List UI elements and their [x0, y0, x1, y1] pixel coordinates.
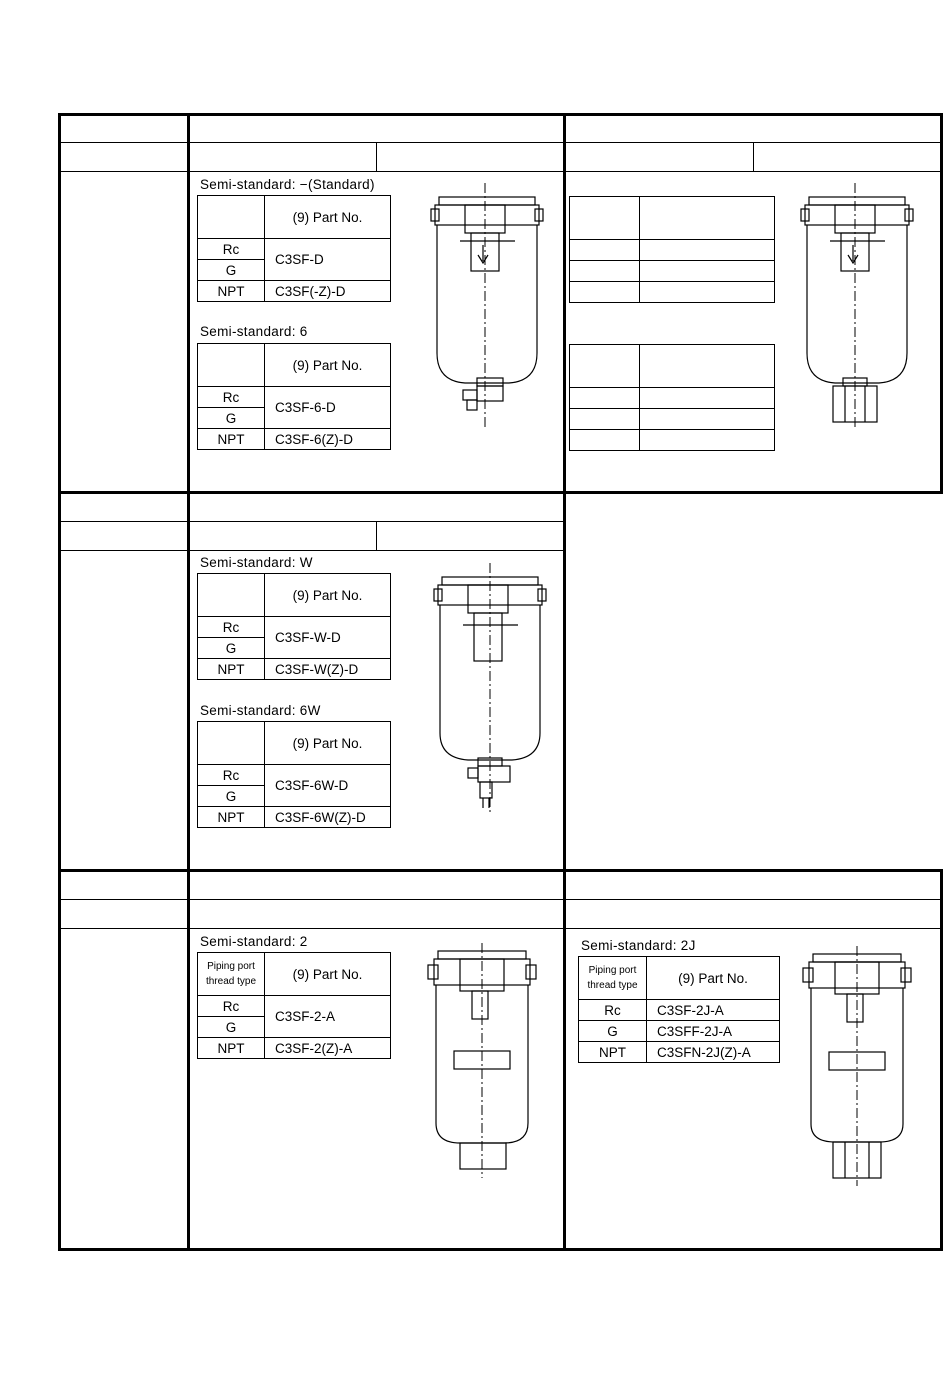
part-cell: C3SF-2J-A [647, 1000, 780, 1021]
thread-cell: Rc [198, 387, 265, 408]
thread-cell: Rc [198, 996, 265, 1017]
s2-part-table-w [197, 573, 391, 680]
frame-top [58, 113, 943, 116]
thread-cell: G [198, 408, 265, 429]
s2-row-line-1 [58, 521, 564, 522]
thread-cell: Rc [579, 1000, 647, 1021]
part-cell: C3SF-6W-D [265, 765, 391, 807]
s3-row-line-2 [58, 928, 942, 929]
thread-cell: G [198, 638, 265, 659]
s2-caption-w: Semi-standard: W [200, 555, 313, 570]
frame-right-bottom [940, 869, 943, 1251]
header-part-cell: (9) Part No. [265, 574, 391, 617]
s1-blank-table-1 [569, 196, 775, 303]
header-part-cell: (9) Part No. [265, 344, 391, 387]
thread-cell: Rc [198, 765, 265, 786]
s1-blank-table-2 [569, 344, 775, 451]
part-cell: C3SFF-2J-A [647, 1021, 780, 1042]
s1-bottom [58, 491, 943, 494]
thread-cell: NPT [198, 1038, 265, 1059]
s2-subcol [376, 521, 377, 551]
part-cell: C3SF-6(Z)-D [265, 429, 391, 450]
thread-cell: NPT [198, 807, 265, 828]
label-column-divider [187, 113, 190, 1251]
header-part-cell: (9) Part No. [647, 957, 780, 1000]
s3-part-table-2 [197, 952, 391, 1059]
part-cell: C3SF-6W(Z)-D [265, 807, 391, 828]
s1-subcol-right [753, 142, 754, 172]
s1-caption-standard: Semi-standard: −(Standard) [200, 177, 375, 192]
part-cell: C3SF(-Z)-D [265, 281, 391, 302]
header-thread-cell [198, 574, 265, 617]
s1-part-table-6 [197, 343, 391, 450]
thread-cell: Rc [198, 617, 265, 638]
s1-subcol-left [376, 142, 377, 172]
header-thread-cell [198, 344, 265, 387]
s3-part-table-2j [578, 956, 780, 1063]
s3-row-line-1 [58, 899, 942, 900]
header-part-cell: (9) Part No. [265, 722, 391, 765]
thread-cell: G [579, 1021, 647, 1042]
filter-bowl-drawing [795, 946, 920, 1191]
header-thread-cell [198, 196, 265, 239]
thread-cell: NPT [198, 281, 265, 302]
thread-cell: NPT [579, 1042, 647, 1063]
filter-bowl-drawing [425, 183, 550, 428]
thread-cell: G [198, 260, 265, 281]
part-cell: C3SF-6-D [265, 387, 391, 429]
thread-cell: NPT [198, 659, 265, 680]
header-thread-cell [198, 722, 265, 765]
s1-caption-6: Semi-standard: 6 [200, 324, 308, 339]
header-thread-cell: Piping port thread type [198, 953, 265, 996]
s2-part-table-6w [197, 721, 391, 828]
filter-bowl-drawing [795, 183, 920, 428]
frame-left [58, 113, 61, 1251]
part-cell: C3SF-D [265, 239, 391, 281]
part-cell: C3SFN-2J(Z)-A [647, 1042, 780, 1063]
header-part-cell: (9) Part No. [265, 196, 391, 239]
thread-cell: G [198, 786, 265, 807]
header-thread-cell: Piping port thread type [579, 957, 647, 1000]
part-cell: C3SF-2-A [265, 996, 391, 1038]
thread-cell: Rc [198, 239, 265, 260]
s2-row-line-2 [58, 550, 564, 551]
header-part-cell: (9) Part No. [265, 953, 391, 996]
frame-bottom [58, 1248, 943, 1251]
divider-s3 [563, 869, 566, 1251]
filter-bowl-drawing [428, 563, 553, 813]
s3-caption-2j: Semi-standard: 2J [581, 938, 696, 953]
s1-row-line-2 [58, 171, 942, 172]
part-cell: C3SF-2(Z)-A [265, 1038, 391, 1059]
part-cell: C3SF-W(Z)-D [265, 659, 391, 680]
s3-top [58, 869, 943, 872]
part-cell: C3SF-W-D [265, 617, 391, 659]
s1-part-table-standard [197, 195, 391, 302]
filter-bowl-drawing [420, 943, 545, 1183]
thread-cell: NPT [198, 429, 265, 450]
thread-cell: G [198, 1017, 265, 1038]
s1-row-line-1 [58, 142, 942, 143]
s2-caption-6w: Semi-standard: 6W [200, 703, 321, 718]
s3-caption-2: Semi-standard: 2 [200, 934, 308, 949]
